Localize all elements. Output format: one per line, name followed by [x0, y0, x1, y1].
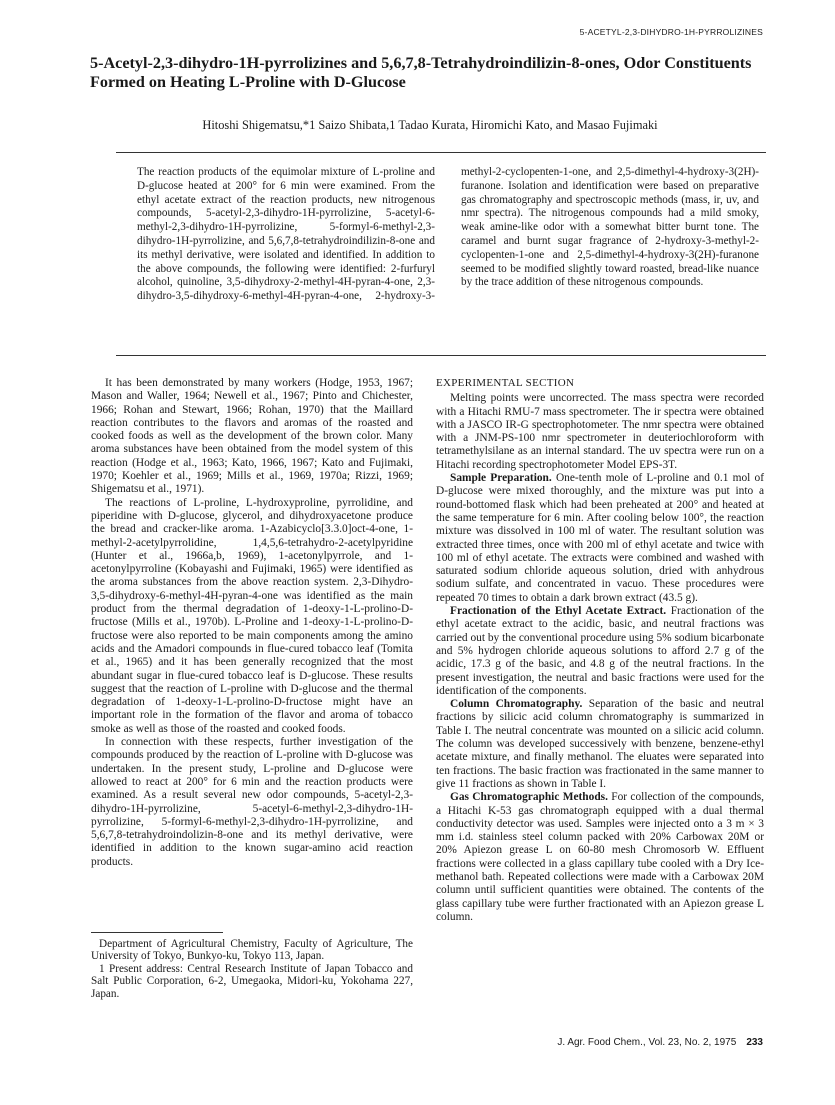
left-column	[91, 377, 413, 869]
fractionation-paragraph	[436, 605, 764, 698]
sample-preparation-heading: Sample Preparation.	[450, 472, 552, 485]
gc-methods-paragraph	[436, 791, 764, 924]
sample-preparation-text: One-tenth mole of L-proline and 0.1 mol of D-glucose were mixed thoroughly, and the mixture was put into a round-bottomed flask which had been preheated at 200° and heated at the same temperature for 6 min. After cooling below 100°, the reaction mixture was dissolved in 100 ml of water. The resultant solution was extracted three times, once with 200 ml of ethyl acetate and twice with 100 ml of ethyl acetate. The extracts were combined and washed with saturated sodium chloride aqueous solution, dried with anhydrous sodium sulfate, and concentrated in vacuo. These procedures were repeated 70 times to obtain a dark brown extract (43.5 g).	[436, 472, 764, 604]
present-address-text: 1 Present address: Central Research Institute of Japan Tobacco and Salt Public Corporation, 6-2, Umegaoka, Midori-ku, Yokohama 227, Japan.	[91, 962, 413, 1000]
abstract-top-rule	[116, 152, 766, 153]
running-head: 5-ACETYL-2,3-DIHYDRO-1H-PYRROLIZINES	[579, 27, 763, 37]
author-list: Hitoshi Shigematsu,*1 Saizo Shibata,1 Tadao Kurata, Hiromichi Kato, and Masao Fujimaki	[202, 118, 658, 132]
fractionation-text: Fractionation of the ethyl acetate extract to the acidic, basic, and neutral fractions was carried out by the conventional procedure using 5% sodium bicarbonate and 5% hydrogen chloride aqueous solutions to afford 2.7 g of the acidic, 17.3 g of the basic, and 4.8 g of the neutral fractions. In the present investigation, the neutral and basic fractions were used for the identification of the components.	[436, 605, 765, 697]
column-chromatography-heading: Column Chromatography.	[450, 698, 583, 711]
abstract-text: The reaction products of the equimolar mixture of L-proline and D-glucose heated at 200° for 6 min were examined. From the ethyl acetate extract of the reaction products, new nitrogenous compounds, 5-acetyl-2,3-dihydro-1H-pyrrolizine, 5-acetyl-6-methyl-2,3-dihydro-1H-pyrrolizine, 5-formyl-6-methyl-2,3-dihydro-1H-pyrrolizine, and 5,6,7,8-tetrahydroindilizin-8-one and its methyl derivative, were isolated and identified. In addition to the above compounds, the following were identified: 2-furfuryl alcohol, quinoline, 3,5-dihydroxy-2-methyl-4H-pyran-4-one, 2,3-dihydro-3,5-dihydroxy-6-methyl-4H-pyran-4-one, 2-hydroxy-3-methyl-2-cyclopenten-1-one, and 2,5-dimethyl-4-hydroxy-3(2H)-furanone. Isolation and identification were based on preparative gas chromatography and spectroscopic methods (mass, ir, uv, and nmr spectra). The nitrogenous compounds had a mild smoky, weak amine-like odor with a somewhat bitter burnt tone. The caramel and burnt sugar fragrance of 2-hydroxy-3-methyl-2-cyclopenten-1-one and 2,5-dimethyl-4-hydroxy-3(2H)-furanone seemed to be modified slightly toward roasted, bread-like nuance by the trace addition of these nitrogenous compounds.	[137, 166, 759, 303]
column-chromatography-text: Separation of the basic and neutral fractions by silicic acid column chromatography is summarized in Table I. The neutral concentrate was mounted on a silicic acid column. The column was developed successively with benzene, benzene-ethyl acetate mixture, and finally methanol. The eluates were separated into ten fractions. The basic fraction was fractionated in the same manner to give 11 fractions as shown in Table I.	[436, 698, 764, 790]
abstract-bottom-rule	[116, 355, 766, 356]
intro-paragraph-1: It has been demonstrated by many workers (Hodge, 1953, 1967; Mason and Waller, 1964; Newell et al., 1967; Pinto and Chichester, 1966; Rohan and Stewart, 1966; Rohan, 1970) that the Maillard reaction contributes to the flavors and aromas of the roasted and cooked foods as well as the development of the brown color. Many aroma substances have been obtained from the model system of this reaction (Hodge et al., 1963; Kato, 1966, 1967; Kato and Fujimaki, 1970; Koehler et al., 1969; Mills et al., 1969, 1970a; Rizzi, 1969; Shigematsu et al., 1971).	[91, 377, 413, 496]
affiliation-footnote	[91, 938, 413, 1000]
experimental-section-heading: EXPERIMENTAL SECTION	[436, 377, 575, 389]
article-title: 5-Acetyl-2,3-dihydro-1H-pyrrolizines and 5,6,7,8-Tetrahydroindilizin-8-ones, Odor Constituents Formed on Heating L-Proline with D-Glucose	[90, 54, 752, 91]
footnote-rule	[91, 932, 223, 933]
right-column	[436, 377, 764, 924]
intro-paragraph-3: In connection with these respects, further investigation of the compounds produced by the reaction of L-proline with D-glucose was undertaken. In the present study, L-proline and D-glucose were allowed to react at 200° for 6 min and the reaction products were examined. As a result several new odor compounds, 5-acetyl-2,3-dihydro-1H-pyrrolizine, 5-acetyl-6-methyl-2,3-dihydro-1H-pyrrolizine, 5-formyl-6-methyl-2,3-dihydro-1H-pyrrolizine, and 5,6,7,8-tetrahydroindolizin-8-one and its methyl derivative, were identified in addition to the known sugar-amino acid reaction products.	[91, 736, 413, 868]
gc-methods-heading: Gas Chromatographic Methods.	[450, 791, 608, 804]
page-footer	[557, 1037, 763, 1048]
gc-methods-text: For collection of the compounds, a Hitachi K-53 gas chromatograph equipped with a dual thermal conductivity detector was used. Samples were injected onto a 3 m × 3 mm i.d. stainless steel column packed with 20% Carbowax 20M or 20% Apiezon grease L on 60-80 mesh Chromosorb W. Effluent fractions were collected in a glass capillary tube cooled with a Dry Ice-methanol bath. Repeated collections were made with a Carbowax 20M column until sufficient quantities were obtained. The contents of the glass capillary tube were further fractionated with an Apiezon grease L column.	[436, 791, 765, 923]
page-number: 233	[746, 1037, 763, 1048]
journal-citation: J. Agr. Food Chem., Vol. 23, No. 2, 1975	[557, 1037, 737, 1048]
fractionation-heading: Fractionation of the Ethyl Acetate Extract.	[450, 605, 667, 618]
experimental-intro: Melting points were uncorrected. The mass spectra were recorded with a Hitachi RMU-7 mass spectrometer. The ir spectra were obtained with a JASCO IR-G spectrophotometer. The nmr spectra were obtained with a JNM-PS-100 nmr spectrometer in deuteriochloroform with tetramethylsilane as an internal standard. The uv spectra were run on a Hitachi recording spectrophotometer Model EPS-3T.	[436, 392, 764, 471]
column-chromatography-paragraph	[436, 698, 764, 791]
intro-paragraph-2: The reactions of L-proline, L-hydroxyproline, pyrrolidine, and piperidine with D-glucose, glycerol, and dihydroxyacetone produce the bread and cracker-like aroma. 1-Azabicyclo[3.3.0]oct-4-one, 1-methyl-2-acetylpyrrolidine, 1,4,5,6-tetrahydro-2-acetylpyridine (Hunter et al., 1966a,b, 1969), 1-acetonylpyrrole, and 1-acetonylpyrroline (Kobayashi and Fujimaki, 1965) were identified as the aroma substances from the above reaction system. 2,3-Dihydro-3,5-dihydroxy-6-methyl-4H-pyran-4-one was identified as the main product from the thermal degradation of 1-deoxy-1-L-prolino-D-fructose (Mills et al., 1970b). L-Proline and 1-deoxy-1-L-prolino-D-fructose were also reported to be main components among the amino acids and the Amadori compounds in flue-cured tobacco leaf (Tomita et al., 1965) and it has been generally recognized that the most abundant sugar in flue-cured tobacco leaf is D-glucose. These results suggest that the reaction of L-proline with D-glucose and the thermal degradation of 1-deoxy-1-L-prolino-D-fructose might have an important role in the formation of the flavor and aroma of tobacco smoke as well as those of the roasted and cooked foods.	[91, 496, 413, 735]
sample-preparation-paragraph	[436, 472, 764, 605]
affiliation-text: Department of Agricultural Chemistry, Faculty of Agriculture, The University of Tokyo, Bunkyo-ku, Tokyo 113, Japan.	[91, 938, 413, 963]
abstract	[137, 166, 759, 304]
